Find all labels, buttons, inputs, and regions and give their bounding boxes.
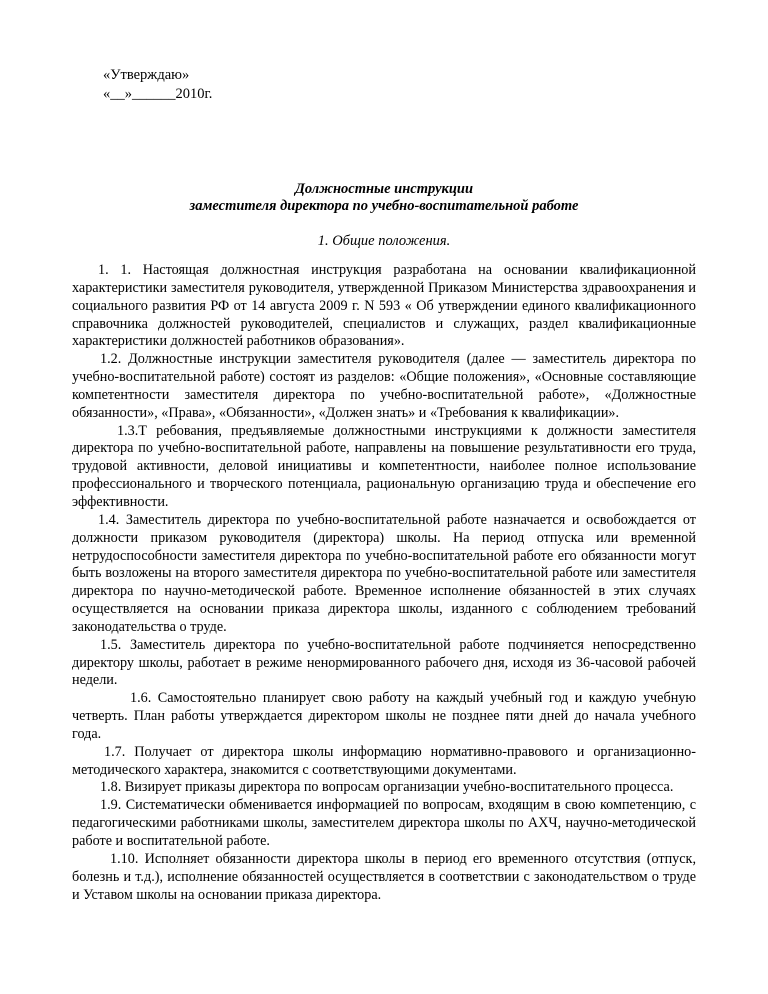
paragraph-1-3: 1.3.Т ребования, предъявляемые должностными инструкциями к должности заместителя директора по учебно-воспитательной работе, направлены на повышение результативности его труда, трудовой активности, деловой инициативы и компетентности, наиболее полное использование профессионального и творческого потенциала, рациональную организацию труда и обеспечение его эффективности. <box>72 422 696 510</box>
approval-block <box>103 66 212 104</box>
paragraph-1-10: 1.10. Исполняет обязанности директора школы в период его временного отсутствия (отпуск, болезнь и т.д.), исполнение обязанностей осуществляется в соответствии с законодательством о труде и Уставом школы на основании приказа директора. <box>72 850 696 903</box>
approval-label: «Утверждаю» <box>103 67 190 83</box>
document-title <box>72 181 696 215</box>
paragraph-1-6: 1.6. Самостоятельно планирует свою работу на каждый учебный год и каждую учебную четверть. План работы утверждается директором школы не позднее пяти дней до начала учебного года. <box>72 690 696 742</box>
title-line-1: Должностные инструкции <box>294 181 474 197</box>
paragraph-1-8: 1.8. Визирует приказы директора по вопросам организации учебно-воспитательного процесса. <box>100 779 674 796</box>
document-body <box>72 262 696 904</box>
approval-date: «__»______2010г. <box>103 86 213 102</box>
paragraph-1-9: 1.9. Систематически обменивается информацией по вопросам, входящим в свою компетенцию, с педагогическими работниками школы, заместителем директора школы по АХЧ, научно-методической работе и воспитательной работе. <box>72 797 696 849</box>
paragraph-1-4: 1.4. Заместитель директора по учебно-воспитательной работе назначается и освобождается от должности приказом руководителя (директора) школы. На период отпуска или временной нетрудоспособности заместителя директора по учебно-воспитательной работе его обязанности могут быть возложены на второго заместителя директора по учебно-воспитательной работе или заместителя директора по научно-методической работе. Временное исполнение обязанностей в этих случаях осуществляется на основании приказа директора школы, изданного с соблюдением требований законодательства о труде. <box>72 511 696 635</box>
paragraph-1-2: 1.2. Должностные инструкции заместителя руководителя (далее — заместитель директора по учебно-воспитательной работе) состоят из разделов: «Общие положения», «Основные составляющие компетентности заместителя директора по учебно-воспитательной работе», «Должностные обязанности», «Права», «Обязанности», «Должен знать» и «Требования к квалификации». <box>72 351 696 421</box>
paragraph-1-5: 1.5. Заместитель директора по учебно-воспитательной работе подчиняется непосредственно директору школы, работает в режиме ненормированного рабочего дня, исходя из 36-часовой рабочей недели. <box>72 636 696 689</box>
paragraph-1-1: 1. 1. Настоящая должностная инструкция разработана на основании квалификационной характеристики заместителя руководителя, утвержденной Приказом Министерства здравоохранения и социального развития РФ от 14 августа 2009 г. N 593 « Об утверждении единого квалификационного справочника должностей руководителей, специалистов и служащих, раздел квалификационные характеристики должностей работников образования». <box>72 262 696 350</box>
section-heading: 1. Общие положения. <box>317 233 451 249</box>
title-line-2: заместителя директора по учебно-воспитательной работе <box>189 198 579 214</box>
paragraph-1-7: 1.7. Получает от директора школы информацию нормативно-правового и организационно-методического характера, знакомится с соответствующими документами. <box>72 743 696 778</box>
